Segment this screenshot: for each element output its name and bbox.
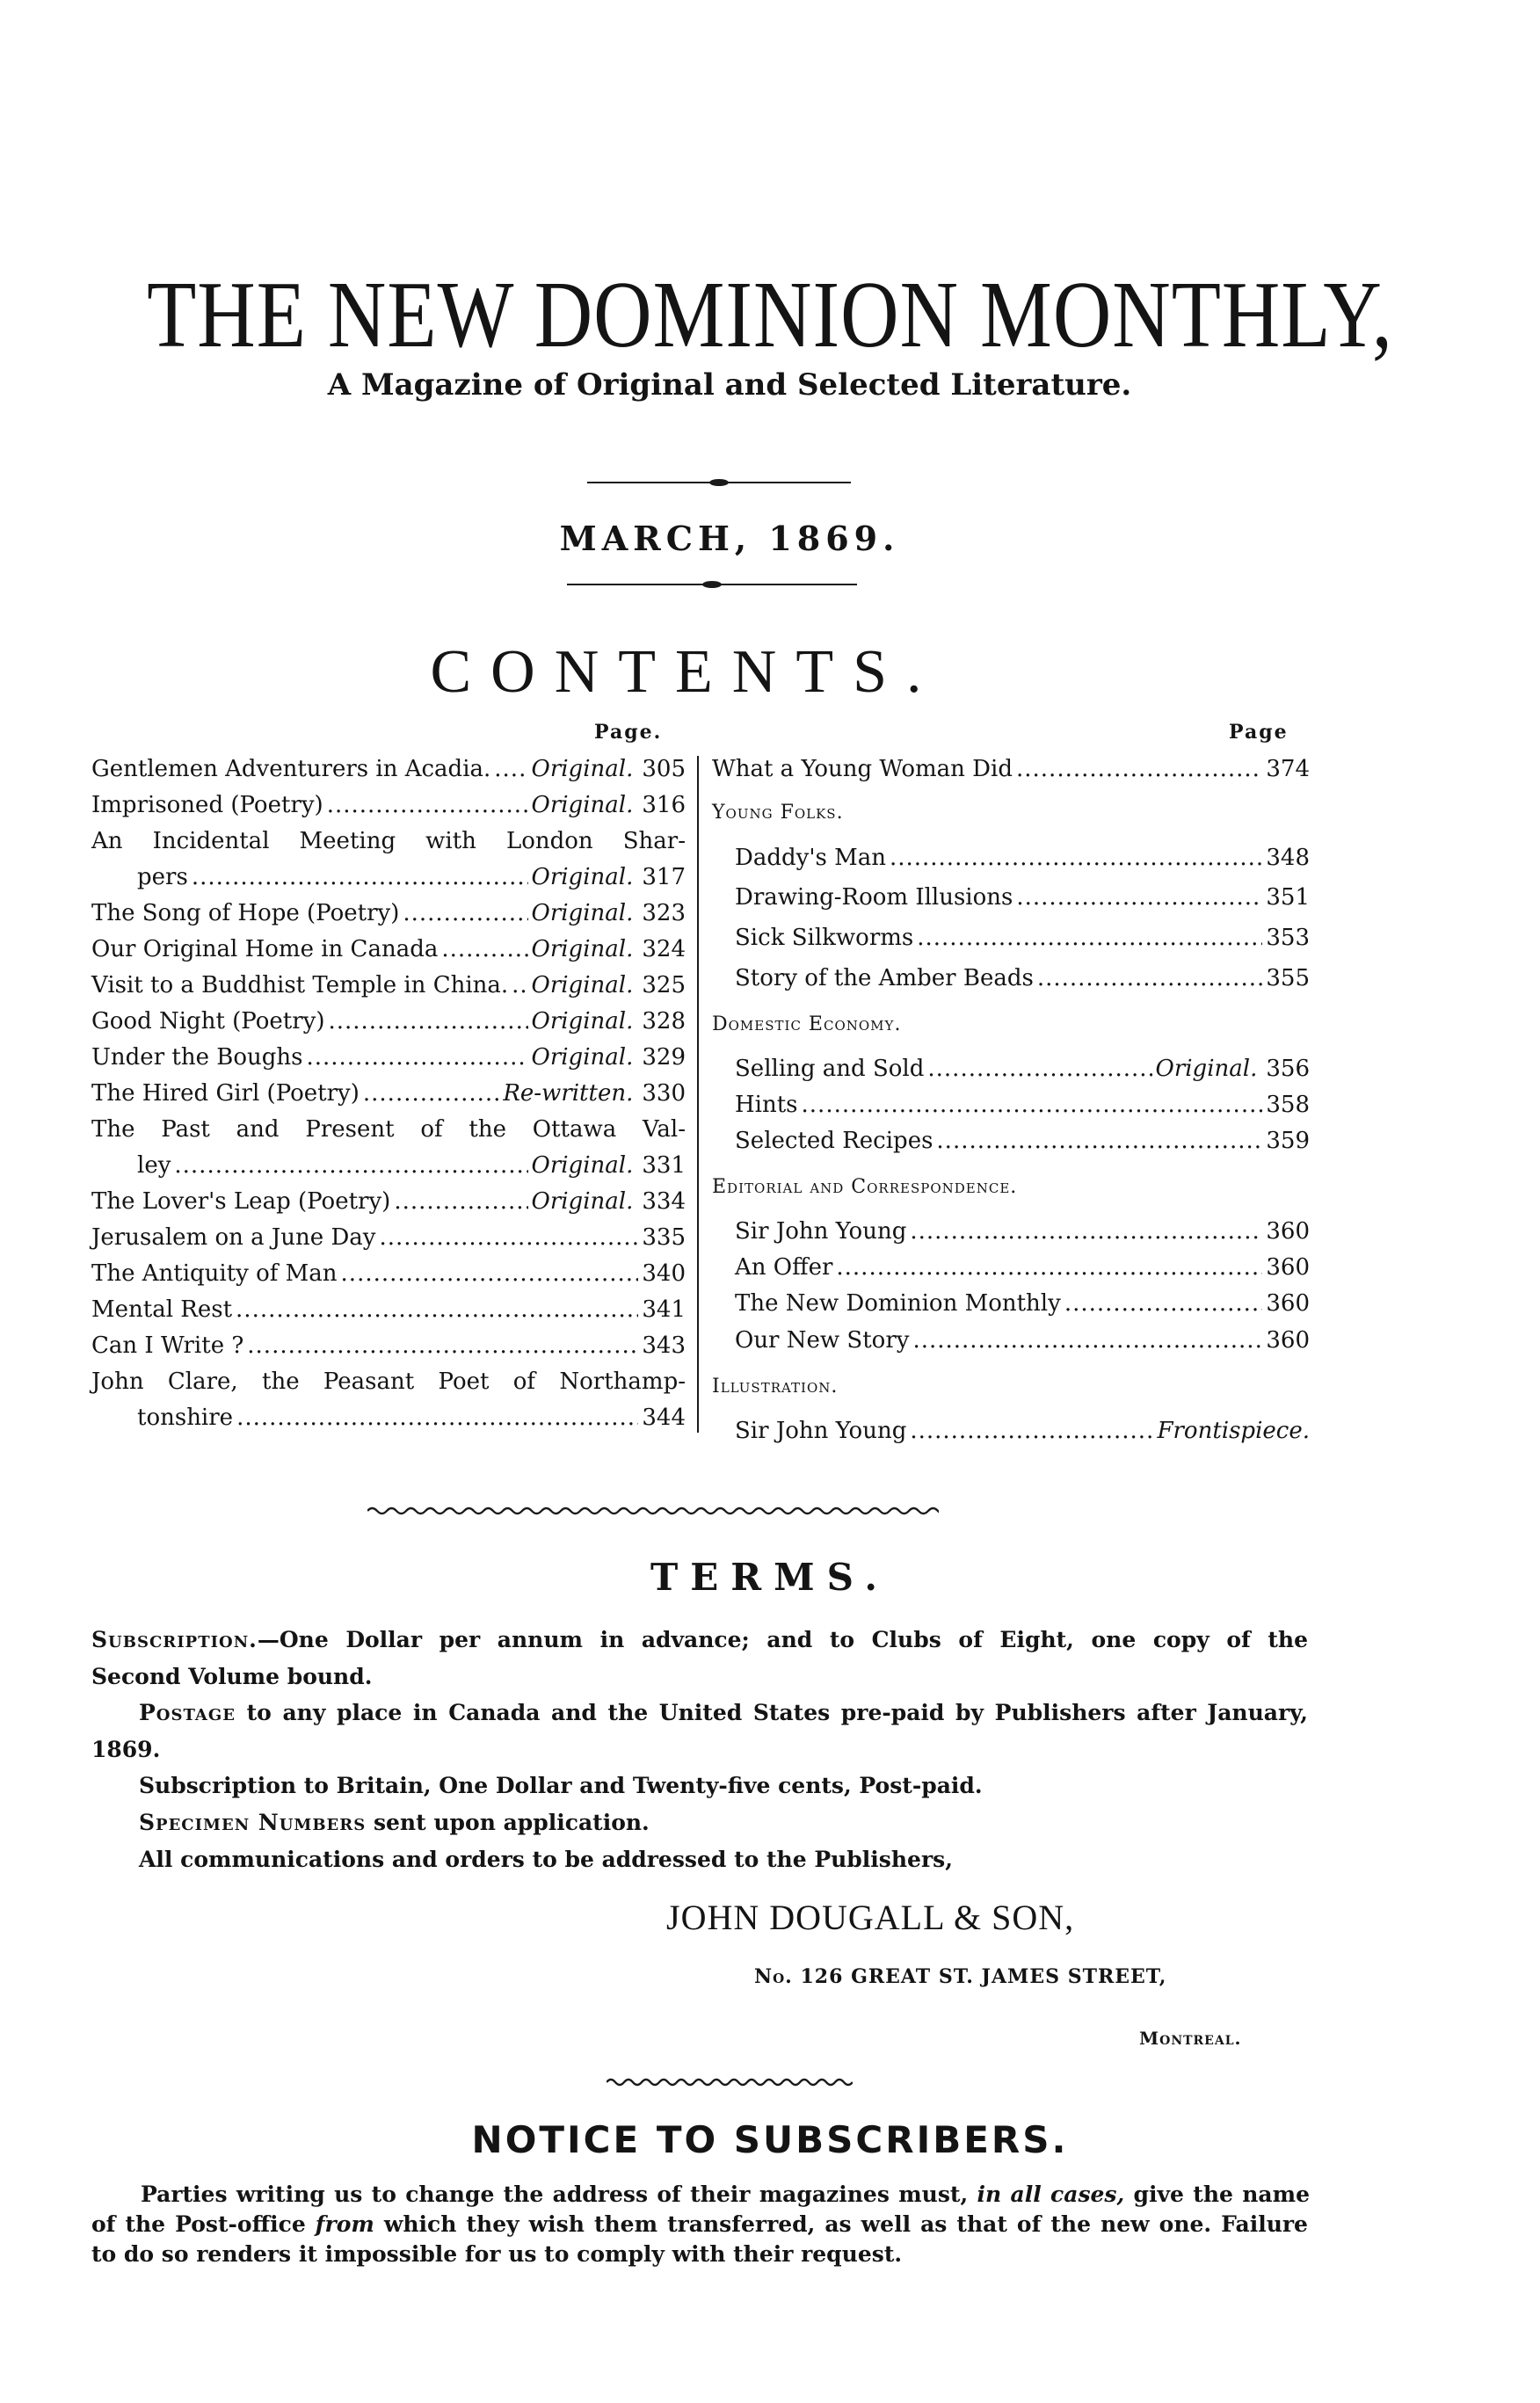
- toc-entry-note: Original.: [531, 756, 634, 782]
- toc-entry: [91, 1184, 686, 1219]
- toc-leader-dots: [327, 788, 528, 823]
- terms-britain: Subscription to Britain, One Dollar and Twenty-five cents, Post-paid.: [139, 1773, 983, 1798]
- toc-leader-dots: [341, 1256, 639, 1291]
- ornamental-rule: [567, 584, 857, 585]
- toc-entry-page: 343: [642, 1332, 686, 1359]
- toc-entry-title: Story of the Amber Beads: [735, 965, 1034, 991]
- toc-leader-dots: [890, 840, 1262, 875]
- terms-communications: All communications and orders to be addressed to the Publishers,: [139, 1847, 953, 1872]
- toc-entry-page: 305: [642, 756, 686, 782]
- toc-leader-dots: [192, 860, 528, 895]
- toc-entry: [91, 1328, 686, 1363]
- toc-entry: [735, 961, 1310, 996]
- specimen-label: Specimen Numbers: [139, 1810, 367, 1835]
- toc-entry-title: The New Dominion Monthly: [735, 1290, 1061, 1317]
- toc-section-heading: Domestic Economy.: [712, 1013, 902, 1035]
- toc-entry-page: 317: [642, 864, 686, 890]
- toc-entry: [735, 880, 1310, 915]
- toc-entry: [137, 860, 686, 895]
- notice-heading: NOTICE TO SUBSCRIBERS.: [471, 2118, 1069, 2161]
- toc-leader-dots: [1064, 1286, 1263, 1321]
- toc-entry-page: 325: [642, 972, 686, 998]
- toc-entry-title: ley: [137, 1152, 171, 1179]
- toc-entry-title: Sir John Young: [735, 1218, 907, 1245]
- notice-text: of the Post-office: [91, 2211, 306, 2237]
- toc-entry: [91, 1076, 686, 1111]
- toc-leader-dots: [403, 896, 527, 931]
- toc-entry-title: tonshire: [137, 1405, 234, 1431]
- toc-entry-title: Hints: [735, 1092, 798, 1118]
- postage-text: to any place in Canada and the United States pre-paid by Publishers after January,: [246, 1700, 1308, 1725]
- toc-entry: [91, 1256, 686, 1291]
- toc-entry: [91, 968, 686, 1003]
- toc-entry-page: 330: [642, 1080, 686, 1107]
- toc-entry-page: 358: [1266, 1092, 1310, 1118]
- toc-leader-dots: [1016, 751, 1262, 787]
- toc-leader-dots: [912, 1323, 1262, 1358]
- toc-entry-page: 360: [1266, 1254, 1310, 1281]
- toc-entry-title: Can I Write ?: [91, 1332, 244, 1359]
- toc-entry-page: 341: [642, 1296, 686, 1323]
- toc-entry-note: Original.: [531, 1188, 634, 1215]
- toc-entry-title: An Offer: [735, 1254, 833, 1281]
- toc-leader-dots: [306, 1040, 527, 1075]
- toc-entry: [735, 1087, 1310, 1122]
- toc-entry-page: Frontispiece.: [1157, 1418, 1310, 1444]
- toc-entry: [735, 1413, 1310, 1448]
- toc-entry-page: 351: [1266, 884, 1310, 911]
- toc-entry: [91, 751, 686, 787]
- toc-entry-title: Sick Silkworms: [735, 925, 914, 951]
- toc-entry: [91, 788, 686, 823]
- ornamental-rule: [587, 482, 851, 483]
- notice-text: Parties writing us to change the address of their magazines must,: [141, 2182, 969, 2207]
- terms-postage-cont: 1869.: [91, 1737, 161, 1762]
- toc-entry-page: 324: [642, 936, 686, 962]
- toc-entry: [91, 1220, 686, 1255]
- toc-entry-page: 329: [642, 1044, 686, 1071]
- toc-leader-dots: [917, 920, 1262, 955]
- toc-entry-page: 335: [642, 1224, 686, 1251]
- toc-entry-page: 360: [1266, 1218, 1310, 1245]
- toc-entry-page: 356: [1266, 1056, 1310, 1082]
- toc-entry: [91, 824, 686, 859]
- toc-entry: [735, 1286, 1310, 1321]
- toc-entry-title: Our Original Home in Canada: [91, 936, 439, 962]
- toc-entry-page: 323: [642, 900, 686, 926]
- toc-entry-page: 340: [642, 1260, 686, 1287]
- toc-entry-title: Sir John Young: [735, 1418, 907, 1444]
- toc-leader-dots: [927, 1051, 1151, 1086]
- contents-heading: CONTENTS.: [430, 638, 941, 706]
- toc-leader-dots: [174, 1148, 527, 1183]
- toc-entry-page: 344: [642, 1405, 686, 1431]
- toc-entry-title: Selling and Sold: [735, 1056, 925, 1082]
- toc-entry-title: John Clare, the Peasant Poet of Northamp-: [91, 1368, 686, 1395]
- masthead-title: THE NEW DOMINION MONTHLY,: [147, 261, 1393, 367]
- postage-label: Postage: [139, 1700, 236, 1725]
- toc-leader-dots: [1037, 961, 1263, 996]
- toc-entry-title: The Lover's Leap (Poetry): [91, 1188, 391, 1215]
- toc-entry-title: The Past and Present of the Ottawa Val-: [91, 1116, 686, 1143]
- toc-entry-title: Drawing-Room Illusions: [735, 884, 1013, 911]
- toc-entry-title: Daddy's Man: [735, 845, 886, 871]
- subscription-text: —One Dollar per annum in advance; and to Clubs of Eight, one copy of the: [257, 1627, 1308, 1652]
- toc-leader-dots: [1016, 880, 1262, 915]
- toc-leader-dots: [441, 932, 527, 967]
- notice-emphasis: in all cases,: [977, 2182, 1125, 2207]
- page-column-label: Page: [1229, 721, 1289, 744]
- toc-entry-title: Mental Rest: [91, 1296, 233, 1323]
- notice-line: to do so renders it impossible for us to comply with their request.: [91, 2241, 903, 2267]
- toc-section-heading: Young Folks.: [712, 802, 844, 824]
- toc-leader-dots: [328, 1004, 527, 1039]
- toc-entry-title: What a Young Woman Did: [712, 756, 1013, 782]
- toc-leader-dots: [236, 1400, 638, 1435]
- toc-entry: [91, 932, 686, 967]
- toc-entry-title: Jerusalem on a June Day: [91, 1224, 376, 1251]
- toc-leader-dots: [936, 1123, 1262, 1158]
- toc-entry-page: 359: [1266, 1128, 1310, 1154]
- toc-entry-page: 334: [642, 1188, 686, 1215]
- publisher-address: No. 126 GREAT ST. JAMES STREET,: [754, 1965, 1167, 1988]
- toc-entry-page: 360: [1266, 1327, 1310, 1354]
- toc-entry: [735, 920, 1310, 955]
- notice-text: which they wish them transferred, as well as that of the new one. Failure: [383, 2211, 1308, 2237]
- toc-leader-dots: [379, 1220, 638, 1255]
- toc-entry: [735, 1323, 1310, 1358]
- terms-specimen: [139, 1804, 1308, 1841]
- toc-entry: [137, 1148, 686, 1183]
- toc-entry-note: Original.: [531, 972, 634, 998]
- toc-entry-page: 331: [642, 1152, 686, 1179]
- toc-entry: [91, 1004, 686, 1039]
- toc-leader-dots: [236, 1292, 638, 1327]
- terms-postage: [139, 1695, 1308, 1731]
- toc-entry-note: Original.: [531, 1008, 634, 1035]
- toc-entry-page: 348: [1266, 845, 1310, 871]
- toc-entry-page: 355: [1266, 965, 1310, 991]
- toc-entry-note: Original.: [531, 792, 634, 818]
- toc-entry-page: 360: [1266, 1290, 1310, 1317]
- subscription-label: Subscription.: [91, 1627, 258, 1652]
- toc-leader-dots: [836, 1250, 1262, 1285]
- toc-entry-note: Original.: [531, 900, 634, 926]
- toc-leader-dots: [494, 751, 527, 787]
- toc-leader-dots: [802, 1087, 1263, 1122]
- notice-line: [91, 2210, 1308, 2240]
- toc-entry: [91, 896, 686, 931]
- toc-entry-note: Original.: [531, 864, 634, 890]
- toc-entry: [712, 751, 1310, 787]
- toc-entry-title: Gentlemen Adventurers in Acadia.: [91, 756, 491, 782]
- toc-section-heading: Editorial and Correspondence.: [712, 1176, 1018, 1198]
- terms-subscription-cont: Second Volume bound.: [91, 1664, 373, 1689]
- toc-entry: [735, 1214, 1310, 1249]
- column-divider: [697, 756, 699, 1433]
- masthead-subtitle: A Magazine of Original and Selected Literature.: [327, 367, 1132, 403]
- publisher-name: JOHN DOUGALL & SON,: [666, 1898, 1075, 1937]
- toc-entry: [91, 1364, 686, 1399]
- toc-entry-page: 328: [642, 1008, 686, 1035]
- terms-heading: TERMS.: [650, 1556, 890, 1599]
- toc-entry: [735, 1051, 1310, 1086]
- toc-entry-note: Original.: [531, 1044, 634, 1071]
- toc-entry-note: Original.: [531, 936, 634, 962]
- issue-date: MARCH, 1869.: [559, 519, 900, 558]
- notice-text: give the name: [1133, 2182, 1310, 2207]
- toc-entry-title: The Hired Girl (Poetry): [91, 1080, 360, 1107]
- terms-subscription: [91, 1622, 1308, 1659]
- toc-entry: [735, 1250, 1310, 1285]
- toc-entry-note: Original.: [1155, 1056, 1258, 1082]
- toc-entry-note: Re-written.: [503, 1080, 634, 1107]
- toc-entry-title: Visit to a Buddhist Temple in China.: [91, 972, 509, 998]
- toc-entry-page: 353: [1266, 925, 1310, 951]
- toc-entry-title: Our New Story: [735, 1327, 910, 1354]
- toc-entry-page: 374: [1266, 756, 1310, 782]
- toc-entry-title: Under the Boughs: [91, 1044, 303, 1071]
- toc-entry-note: Original.: [531, 1152, 634, 1179]
- notice-emphasis: from: [315, 2211, 374, 2237]
- wavy-ornament: [367, 1505, 939, 1517]
- notice-line: [141, 2180, 1310, 2210]
- toc-entry: [735, 840, 1310, 875]
- toc-leader-dots: [394, 1184, 527, 1219]
- toc-leader-dots: [512, 968, 527, 1003]
- toc-entry-title: The Antiquity of Man: [91, 1260, 338, 1287]
- toc-entry-title: Imprisoned (Poetry): [91, 792, 323, 818]
- toc-entry: [735, 1123, 1310, 1158]
- toc-entry-page: 316: [642, 792, 686, 818]
- wavy-ornament: [607, 2076, 853, 2088]
- specimen-text: sent upon application.: [373, 1810, 650, 1835]
- toc-entry: [91, 1292, 686, 1327]
- toc-leader-dots: [247, 1328, 638, 1363]
- page-column-label: Page.: [594, 721, 663, 744]
- toc-entry-title: pers: [137, 864, 188, 890]
- toc-entry-title: An Incidental Meeting with London Shar-: [91, 828, 686, 854]
- publisher-city: Montreal.: [1139, 2028, 1242, 2049]
- toc-entry-title: The Song of Hope (Poetry): [91, 900, 400, 926]
- toc-entry: [137, 1400, 686, 1435]
- toc-entry-title: Good Night (Poetry): [91, 1008, 325, 1035]
- toc-entry-title: Selected Recipes: [735, 1128, 933, 1154]
- toc-entry: [91, 1040, 686, 1075]
- toc-leader-dots: [910, 1413, 1153, 1448]
- toc-section-heading: Illustration.: [712, 1376, 839, 1398]
- toc-leader-dots: [363, 1076, 499, 1111]
- toc-entry: [91, 1112, 686, 1147]
- toc-leader-dots: [910, 1214, 1262, 1249]
